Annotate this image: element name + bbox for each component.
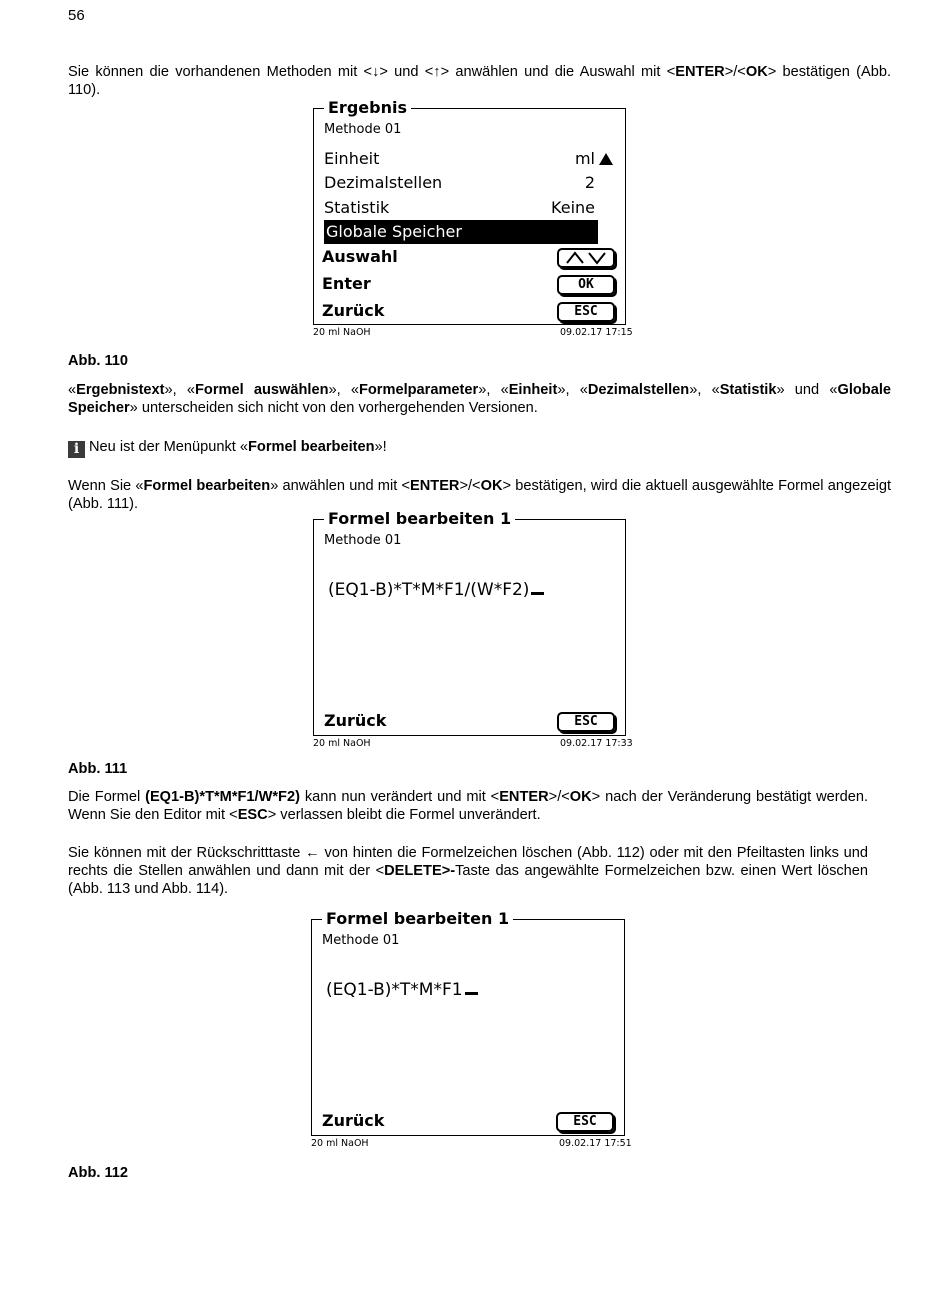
intro-paragraph: Sie können die vorhandenen Methoden mit <↓> und <↑> anwählen und die Auswahl mit <ENTER>/<OK> bestätigen (Abb. 110). — [68, 64, 891, 98]
key-label-zurueck: Zurück — [324, 711, 387, 730]
info-icon: i — [68, 441, 85, 458]
ok-key-button[interactable]: OK — [557, 275, 615, 295]
scroll-up-arrow-icon — [599, 153, 613, 165]
screen-title: Ergebnis — [324, 99, 411, 117]
esc-key-button[interactable]: ESC — [557, 302, 615, 322]
screen-subtitle: Methode 01 — [324, 122, 402, 137]
caption-abb-111: Abb. 111 — [68, 761, 128, 777]
formula-editor[interactable]: (EQ1-B)*T*M*F1/(W*F2) — [328, 580, 544, 600]
esc-key-button[interactable]: ESC — [556, 1112, 614, 1132]
screen-formel-bearbeiten-111 — [313, 509, 626, 736]
footer-right: 09.02.17 17:15 — [560, 327, 633, 338]
key-label-auswahl: Auswahl — [322, 247, 398, 266]
menu-item-einheit[interactable]: Einheit — [324, 149, 380, 168]
up-down-arrows-icon — [564, 251, 608, 265]
menu-item-dezimalstellen[interactable]: Dezimalstellen — [324, 173, 443, 192]
esc-key-button[interactable]: ESC — [557, 712, 615, 732]
up-down-key-button[interactable] — [557, 248, 615, 268]
screen-ergebnis — [313, 98, 626, 325]
menu-item-globale-speicher-selected[interactable]: Globale Speicher — [324, 220, 598, 244]
key-label-zurueck: Zurück — [322, 1111, 385, 1130]
screen-subtitle: Methode 01 — [324, 533, 402, 548]
screen-title: Formel bearbeiten 1 — [324, 510, 515, 528]
footer-right: 09.02.17 17:33 — [560, 738, 633, 749]
footer-left: 20 ml NaOH — [311, 1138, 369, 1149]
screen-subtitle: Methode 01 — [322, 933, 400, 948]
menu-value-statistik: Keine — [551, 198, 595, 217]
screen-formel-bearbeiten-112 — [311, 909, 625, 1136]
footer-left: 20 ml NaOH — [313, 738, 371, 749]
formula-editor[interactable]: (EQ1-B)*T*M*F1 — [326, 980, 478, 1000]
page-number: 56 — [68, 7, 85, 24]
screen-title: Formel bearbeiten 1 — [322, 910, 513, 928]
text-cursor — [531, 592, 544, 595]
paragraph-delete: Sie können mit der Rückschritttaste ← von hinten die Formelzeichen löschen (Abb. 112) oder mit den Pfeiltasten links und rechts die Stellen anwählen und dann mit der <DELETE>-Taste das angewählte Formelzeichen bzw. einen Wert löschen (Abb. 113 und Abb. 114). — [68, 845, 869, 897]
text-cursor — [465, 992, 478, 995]
footer-left: 20 ml NaOH — [313, 327, 371, 338]
caption-abb-112: Abb. 112 — [68, 1165, 129, 1181]
footer-right: 09.02.17 17:51 — [559, 1138, 632, 1149]
menu-value-dezimalstellen: 2 — [584, 173, 595, 192]
menu-item-statistik[interactable]: Statistik — [324, 198, 390, 217]
paragraph-formula-change: Die Formel (EQ1-B)*T*M*F1/W*F2) kann nun verändert und mit <ENTER>/<OK> nach der Veränderung bestätigt werden. Wenn Sie den Editor mit <ESC> verlassen bleibt die Formel unverändert. — [68, 789, 869, 823]
key-label-enter: Enter — [322, 274, 371, 293]
menu-value-einheit: ml — [574, 149, 595, 168]
key-label-zurueck: Zurück — [322, 301, 385, 320]
info-note: i Neu ist der Menüpunkt «Formel bearbeiten»! — [68, 438, 891, 458]
caption-abb-110: Abb. 110 — [68, 353, 129, 369]
paragraph-menu-items: «Ergebnistext», «Formel auswählen», «Formelparameter», «Einheit», «Dezimalstellen», «Statistik» und «Globale Speicher» unterscheiden sich nicht von den vorhergehenden Versionen. — [68, 382, 891, 416]
paragraph-formel-bearbeiten: Wenn Sie «Formel bearbeiten» anwählen und mit <ENTER>/<OK> bestätigen, wird die aktuell ausgewählte Formel angezeigt (Abb. 111). — [68, 478, 892, 512]
